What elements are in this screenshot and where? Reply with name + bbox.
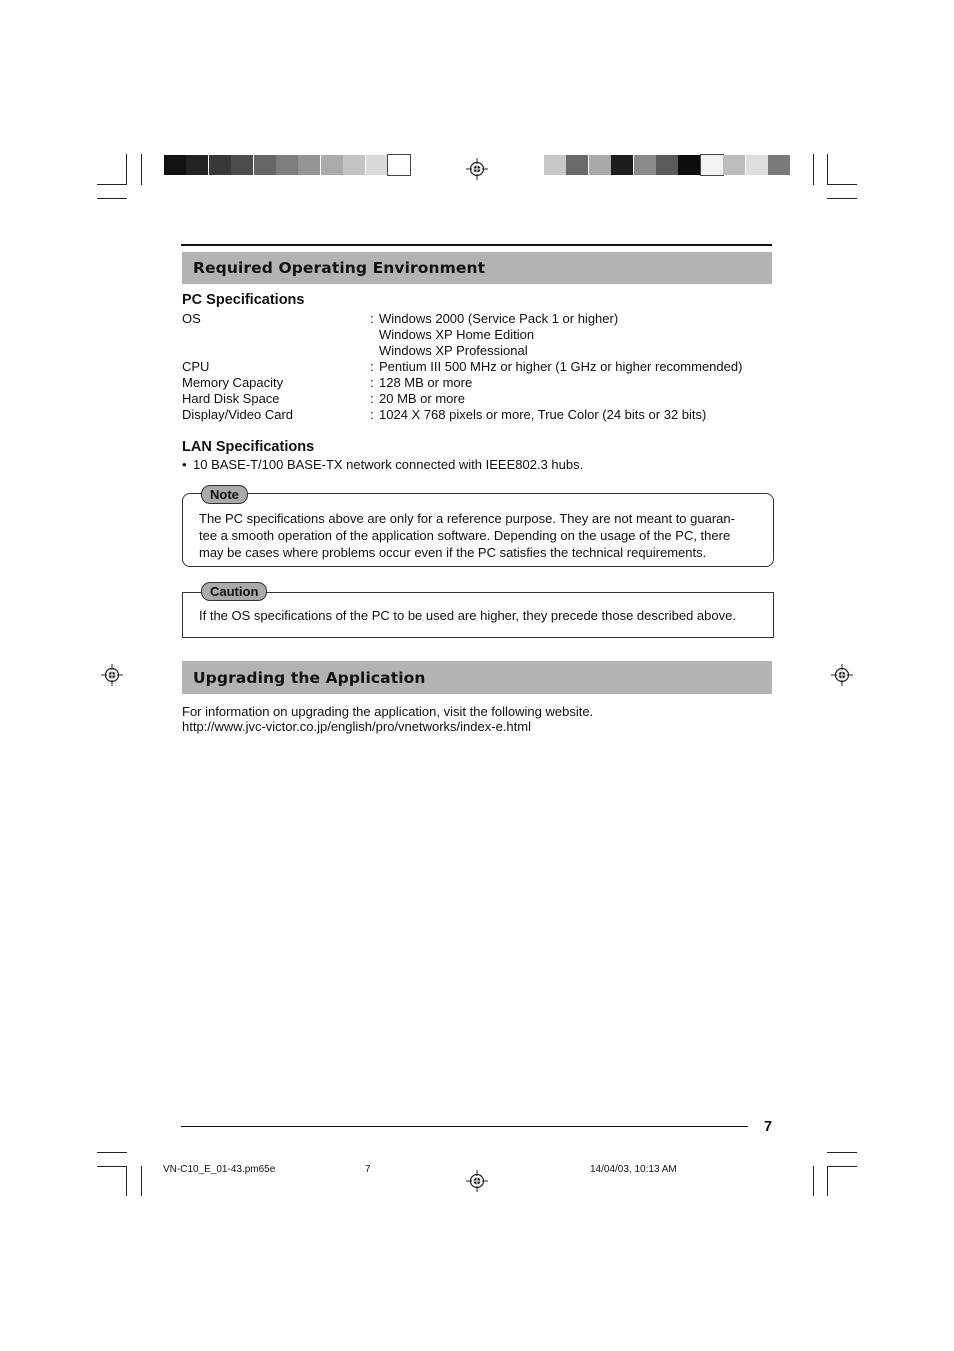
bullet: • [182, 457, 187, 472]
color-swatch [589, 155, 611, 175]
pc-spec-heading: PC Specifications [182, 292, 305, 308]
registration-mark-icon [466, 158, 488, 180]
crop-mark [97, 1152, 127, 1153]
spec-separator: : [370, 407, 374, 422]
footer-datetime: 14/04/03, 10:13 AM [590, 1164, 677, 1175]
note-line: may be cases where problems occur even if the PC satisfies the technical requirements. [199, 545, 707, 560]
crop-mark [827, 184, 857, 185]
registration-mark-icon [466, 1170, 488, 1192]
color-swatch [164, 155, 186, 175]
spec-label: OS [182, 311, 201, 326]
page-number: 7 [764, 1119, 773, 1135]
spec-value: Windows XP Professional [379, 343, 528, 358]
section-title-bar [182, 661, 772, 694]
crop-mark [97, 198, 127, 199]
color-swatch [768, 155, 790, 175]
color-swatch [656, 155, 678, 175]
spec-value: Pentium III 500 MHz or higher (1 GHz or higher recommended) [379, 359, 743, 374]
footer-filename: VN-C10_E_01-43.pm65e [163, 1164, 276, 1175]
color-swatch [723, 155, 745, 175]
color-swatch [186, 155, 208, 175]
color-swatch [544, 155, 566, 175]
color-swatch [231, 155, 253, 175]
footer-page: 7 [365, 1164, 371, 1175]
spec-separator: : [370, 311, 374, 326]
color-swatch [701, 155, 723, 175]
crop-mark [827, 1166, 828, 1196]
registration-mark-icon [101, 664, 123, 686]
crop-mark [126, 154, 127, 185]
crop-mark [141, 154, 142, 185]
section-title-bar [182, 252, 772, 284]
crop-mark [827, 154, 828, 185]
section-title: Upgrading the Application [193, 669, 426, 687]
spec-label: Hard Disk Space [182, 391, 280, 406]
color-swatch [343, 155, 365, 175]
crop-mark [97, 1166, 127, 1167]
section-top-rule [181, 244, 772, 246]
spec-value: 20 MB or more [379, 391, 465, 406]
upgrade-url-link[interactable]: http://www.jvc-victor.co.jp/english/pro/vnetworks/index-e.html [182, 719, 531, 734]
section-title: Required Operating Environment [193, 259, 486, 277]
color-swatch [388, 155, 410, 175]
color-swatch [254, 155, 276, 175]
note-line: tee a smooth operation of the application software. Depending on the usage of the PC, there [199, 528, 731, 543]
lan-spec-heading: LAN Specifications [182, 439, 315, 455]
footer-rule [181, 1126, 748, 1127]
color-swatch [746, 155, 768, 175]
spec-separator: : [370, 359, 374, 374]
color-swatch [209, 155, 231, 175]
color-swatch [298, 155, 320, 175]
caution-text: If the OS specifications of the PC to be used are higher, they precede those described above. [199, 608, 736, 623]
color-swatch [611, 155, 633, 175]
crop-mark [827, 198, 857, 199]
spec-value: 1024 X 768 pixels or more, True Color (24 bits or 32 bits) [379, 407, 707, 422]
spec-value: Windows XP Home Edition [379, 327, 535, 342]
color-swatch [634, 155, 656, 175]
crop-mark [813, 1166, 814, 1196]
spec-label: Display/Video Card [182, 407, 294, 422]
color-swatch [366, 155, 388, 175]
spec-value: 128 MB or more [379, 375, 473, 390]
spec-label: CPU [182, 359, 210, 374]
spec-separator: : [370, 391, 374, 406]
registration-mark-icon [831, 664, 853, 686]
color-swatch [276, 155, 298, 175]
crop-mark [827, 1152, 857, 1153]
caution-label: Caution [201, 582, 267, 601]
lan-spec-item: 10 BASE-T/100 BASE-TX network connected with IEEE802.3 hubs. [193, 457, 584, 472]
color-swatch [321, 155, 343, 175]
upgrade-info-text: For information on upgrading the application, visit the following website. [182, 704, 594, 719]
crop-mark [141, 1166, 142, 1196]
spec-label: Memory Capacity [182, 375, 284, 390]
note-line: The PC specifications above are only for a reference purpose. They are not meant to guaran- [199, 511, 735, 526]
note-label: Note [201, 485, 248, 504]
color-swatch [678, 155, 700, 175]
crop-mark [813, 154, 814, 185]
crop-mark [126, 1166, 127, 1196]
spec-separator: : [370, 375, 374, 390]
crop-mark [97, 184, 127, 185]
spec-value: Windows 2000 (Service Pack 1 or higher) [379, 311, 619, 326]
crop-mark [827, 1166, 857, 1167]
color-swatch [566, 155, 588, 175]
